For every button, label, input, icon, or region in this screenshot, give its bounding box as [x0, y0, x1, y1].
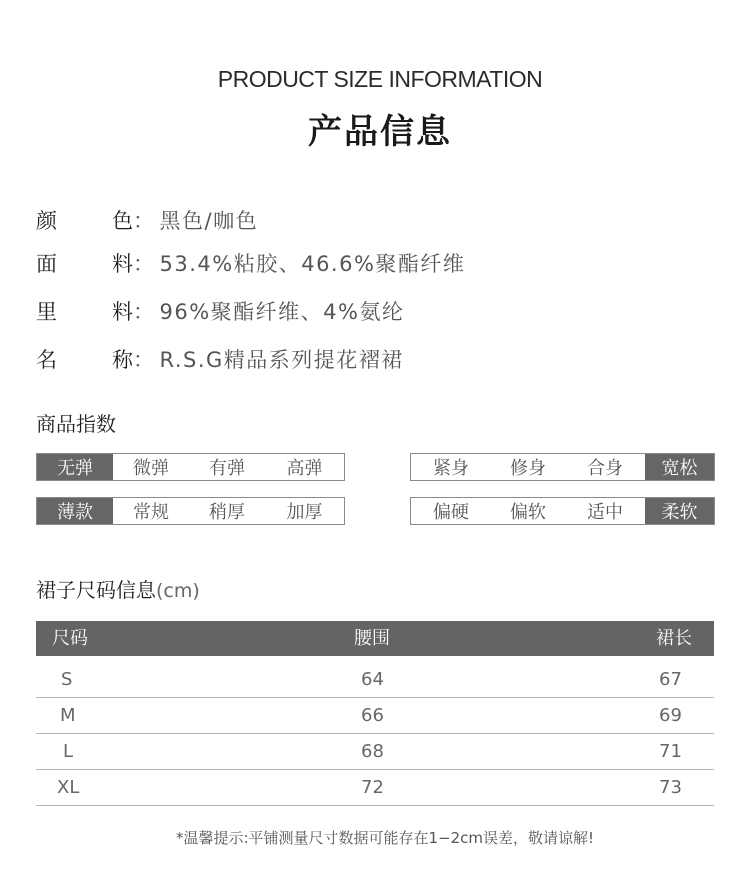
- info-label-char: 料: [112, 252, 133, 276]
- index-fit: [410, 453, 715, 481]
- column-header-size: 尺码: [52, 628, 88, 649]
- size-section-title: [36, 574, 200, 603]
- index-option: 修身: [510, 458, 546, 479]
- page-title-english: PRODUCT SIZE INFORMATION: [217, 66, 543, 92]
- index-option: 紧身: [433, 458, 469, 479]
- cell-length: 67: [659, 669, 682, 690]
- cell-size: M: [60, 705, 76, 726]
- info-value: [133, 344, 404, 374]
- index-option: 宽松: [645, 454, 714, 480]
- index-option: 偏硬: [433, 502, 469, 523]
- info-label: [36, 344, 133, 374]
- info-label: [36, 296, 133, 326]
- index-option: 适中: [587, 502, 623, 523]
- cell-waist: 66: [361, 705, 384, 726]
- index-softness: [410, 497, 715, 525]
- cell-waist: 72: [361, 777, 384, 798]
- index-option: 合身: [587, 458, 623, 479]
- info-value: [133, 296, 405, 326]
- index-option: 偏软: [510, 502, 546, 523]
- cell-length: 69: [659, 705, 682, 726]
- index-section-title: 商品指数: [36, 412, 116, 436]
- info-value-text: 96%聚酯纤维、4%氨纶: [159, 300, 405, 324]
- table-row: [36, 663, 714, 698]
- index-elasticity: [36, 453, 345, 481]
- page-title-chinese: 产品信息: [308, 112, 452, 152]
- column-header-waist: 腰围: [354, 628, 390, 649]
- index-option: 柔软: [645, 498, 714, 524]
- info-row-lining: [36, 296, 405, 326]
- info-row-name: [36, 344, 404, 374]
- colon: ：: [133, 300, 156, 324]
- info-label-char: 称: [112, 348, 133, 372]
- info-label: [36, 248, 133, 278]
- table-row: [36, 735, 714, 770]
- info-label-char: 颜: [36, 209, 57, 233]
- cell-size: S: [61, 669, 73, 690]
- cell-length: 71: [659, 741, 682, 762]
- index-option: 无弹: [37, 454, 113, 480]
- info-row-fabric: [36, 248, 465, 278]
- table-row: [36, 699, 714, 734]
- index-option: 微弹: [133, 458, 169, 479]
- table-row: [36, 771, 714, 806]
- cell-size: XL: [57, 777, 80, 798]
- colon: ：: [133, 209, 156, 233]
- cell-waist: 64: [361, 669, 384, 690]
- index-option: 高弹: [286, 458, 323, 479]
- info-label-char: 料: [112, 300, 133, 324]
- index-option: 薄款: [37, 498, 113, 524]
- colon: ：: [133, 252, 156, 276]
- size-section-title-text: 裙子尺码信息: [36, 578, 156, 602]
- footnote: *温馨提示:平铺测量尺寸数据可能存在1−2cm误差，敬请谅解!: [175, 829, 595, 847]
- info-label-char: 名: [36, 348, 57, 372]
- colon: ：: [133, 348, 156, 372]
- info-value-text: 黑色/咖色: [159, 209, 259, 233]
- cell-size: L: [63, 741, 74, 762]
- info-value: [133, 248, 465, 278]
- size-table-header: [36, 621, 714, 656]
- cell-waist: 68: [361, 741, 384, 762]
- info-value-text: 53.4%粘胶、46.6%聚酯纤维: [159, 252, 466, 276]
- info-value-text: R.S.G精品系列提花褶裙: [159, 348, 404, 372]
- size-unit: (cm): [156, 580, 200, 602]
- index-option: 稍厚: [209, 502, 245, 523]
- info-value: [133, 205, 258, 235]
- info-label-char: 面: [36, 252, 57, 276]
- info-label-char: 色: [112, 209, 133, 233]
- info-label-char: 里: [36, 300, 57, 324]
- index-thickness: [36, 497, 345, 525]
- column-header-length: 裙长: [656, 628, 692, 649]
- cell-length: 73: [659, 777, 682, 798]
- index-option: 常规: [133, 502, 169, 523]
- info-row-color: [36, 205, 258, 235]
- info-label: [36, 205, 133, 235]
- index-option: 加厚: [286, 502, 323, 523]
- index-option: 有弹: [209, 458, 245, 479]
